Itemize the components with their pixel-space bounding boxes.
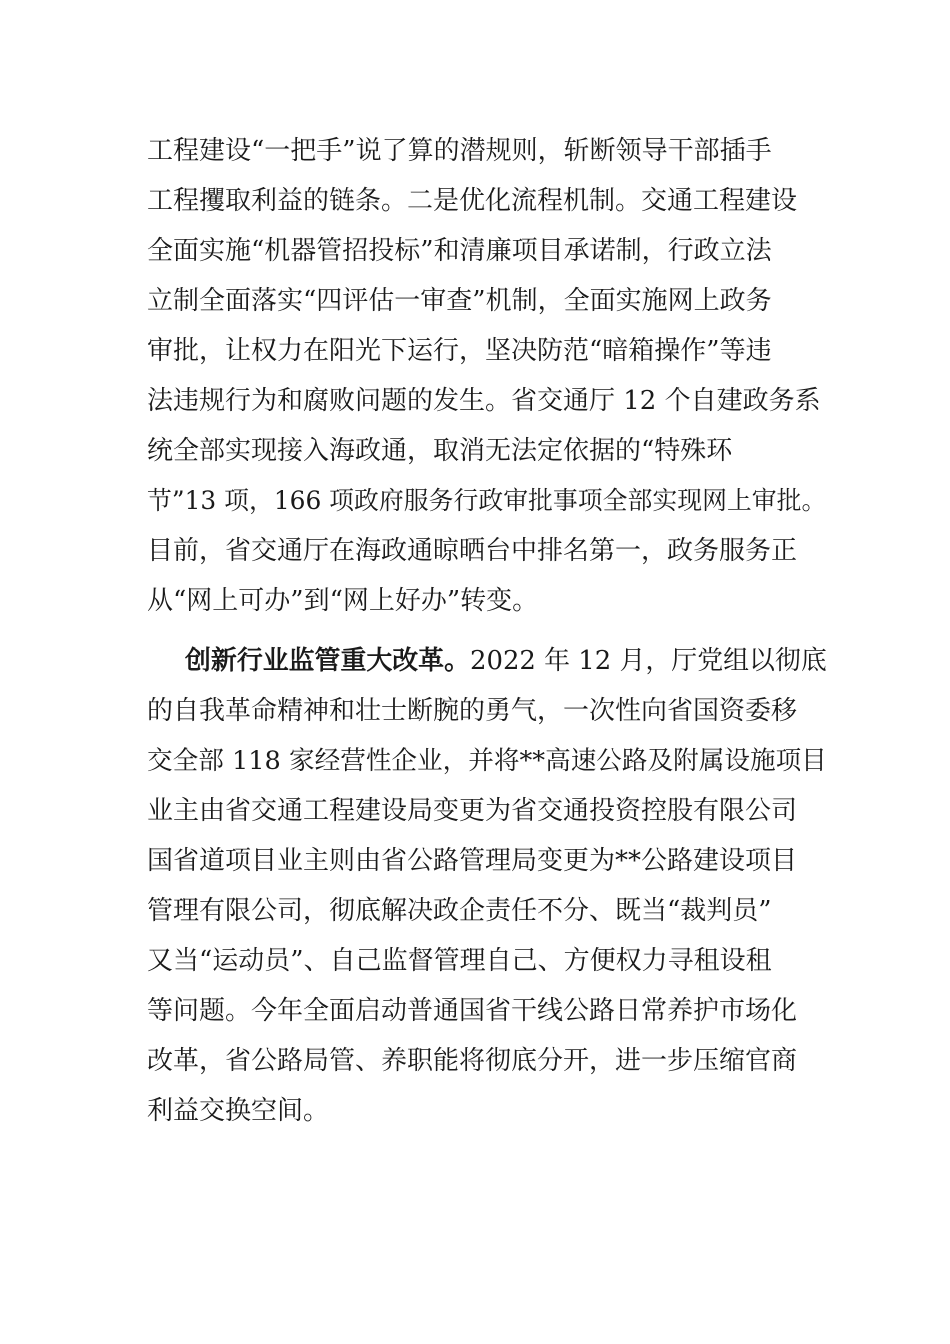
paragraph-line: 利益交换空间。 xyxy=(147,1096,330,1126)
paragraph-line: 业主由省交通工程建设局变更为省交通投资控股有限公司 xyxy=(147,796,798,826)
paragraph-line: 国省道项目业主则由省公路管理局变更为**公路建设项目 xyxy=(147,846,798,876)
paragraph-line: 立制全面落实“四评估一审查”机制，全面实施网上政务 xyxy=(147,286,772,316)
paragraph-line: 法违规行为和腐败问题的发生。省交通厅 12 个自建政务系 xyxy=(147,386,821,416)
paragraph-line: 等问题。今年全面启动普通国省干线公路日常养护市场化 xyxy=(147,996,798,1026)
section-first-line xyxy=(185,641,827,681)
paragraph-line: 工程攫取利益的链条。二是优化流程机制。交通工程建设 xyxy=(147,186,798,216)
paragraph-line: 从“网上可办”到“网上好办”转变。 xyxy=(147,586,539,616)
paragraph-line: 统全部实现接入海政通，取消无法定依据的“特殊环 xyxy=(147,436,733,466)
paragraph-line: 节”13 项，166 项政府服务行政审批事项全部实现网上审批。 xyxy=(147,486,827,515)
paragraph-line: 管理有限公司，彻底解决政企责任不分、既当“裁判员” xyxy=(147,896,772,926)
paragraph-line: 的自我革命精神和壮士断腕的勇气，一次性向省国资委移 xyxy=(147,696,798,726)
paragraph-line: 改革，省公路局管、养职能将彻底分开，进一步压缩官商 xyxy=(147,1046,798,1076)
paragraph-line: 又当“运动员”、自己监督管理自己、方便权力寻租设租 xyxy=(147,946,772,976)
section-first-line-text: 2022 年 12 月，厅党组以彻底 xyxy=(469,646,827,676)
paragraph-line: 目前，省交通厅在海政通晾晒台中排名第一，政务服务正 xyxy=(147,536,798,566)
paragraph-line: 审批，让权力在阳光下运行，坚决防范“暗箱操作”等违 xyxy=(147,336,772,366)
section-heading: 创新行业监管重大改革。 xyxy=(185,646,470,676)
paragraph-line: 交全部 118 家经营性企业，并将**高速公路及附属设施项目 xyxy=(147,746,827,776)
paragraph-line: 全面实施“机器管招投标”和清廉项目承诺制，行政立法 xyxy=(147,236,772,266)
paragraph-line: 工程建设“一把手”说了算的潜规则，斩断领导干部插手 xyxy=(147,136,772,166)
